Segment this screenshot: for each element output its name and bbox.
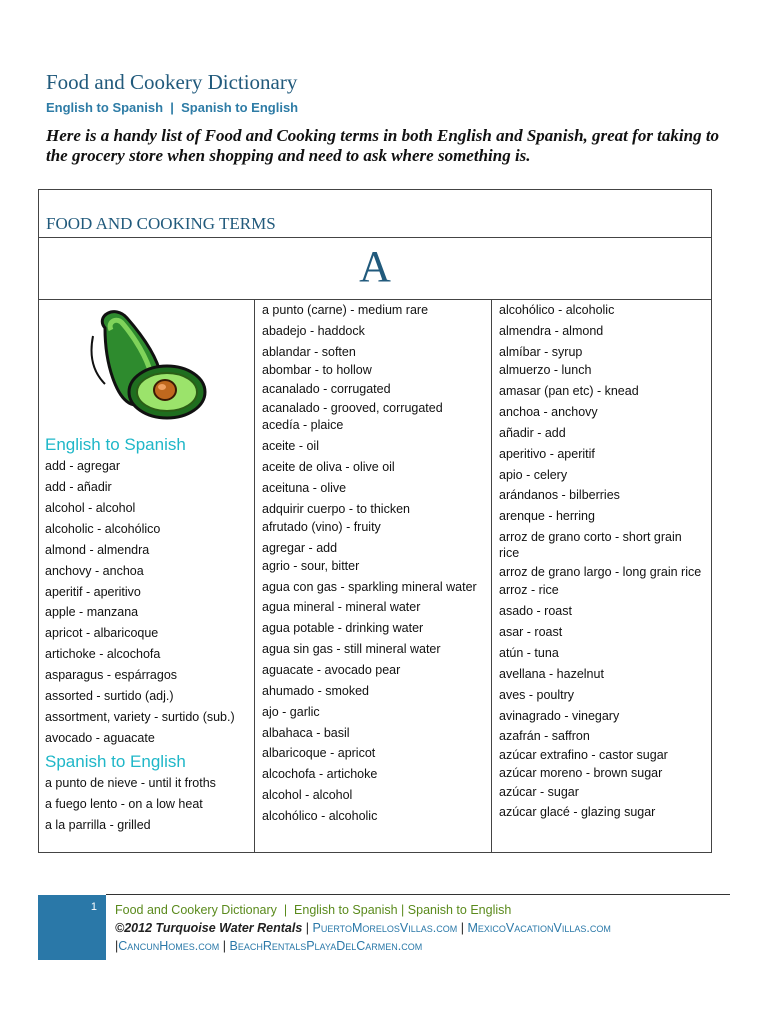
list-item: add - añadir: [45, 480, 112, 494]
link-beach-rentals-playa-del-carmen[interactable]: BeachRentalsPlayaDelCarmen.com: [229, 939, 423, 953]
list-item: artichoke - alcochofa: [45, 647, 161, 661]
list-item: agrio - sour, bitter: [262, 559, 360, 573]
list-item: add - agregar: [45, 459, 121, 473]
list-item: ajo - garlic: [262, 705, 320, 719]
list-item: aguacate - avocado pear: [262, 663, 401, 677]
list-item: asar - roast: [499, 625, 563, 639]
list-item: avinagrado - vinegary: [499, 709, 620, 723]
section-header: [39, 190, 711, 238]
letter-row: [39, 238, 711, 300]
intro-text: Here is a handy list of Food and Cooking terms in both English and Spanish, great for taking to the grocery store when shopping and need to ask where something is.: [46, 126, 720, 165]
footer-separator: |: [276, 903, 295, 917]
list-item: aperitivo - aperitif: [499, 447, 595, 461]
list-item: alcohólico - alcoholic: [499, 303, 615, 317]
list-item: avocado - aguacate: [45, 731, 155, 745]
list-item: agua mineral - mineral water: [262, 600, 421, 614]
list-item: aperitif - aperitivo: [45, 585, 141, 599]
list-item: avellana - hazelnut: [499, 667, 604, 681]
link-english-to-spanish[interactable]: English to Spanish: [46, 100, 164, 115]
list-item: aceite de oliva - olive oil: [262, 460, 395, 474]
list-item: ablandar - soften: [262, 345, 356, 359]
list-item: agua potable - drinking water: [262, 621, 424, 635]
list-item: acanalado - grooved, corrugated: [262, 401, 443, 415]
list-item: azúcar moreno - brown sugar: [499, 766, 663, 780]
list-item: almuerzo - lunch: [499, 363, 592, 377]
avocado-image: [87, 306, 207, 424]
section-title: FOOD AND COOKING TERMS: [46, 214, 276, 233]
column-spanish-a-2: [492, 300, 711, 852]
list-item: azúcar - sugar: [499, 785, 579, 799]
list-item: azafrán - saffron: [499, 729, 590, 743]
list-item: anchovy - anchoa: [45, 564, 144, 578]
list-item: arroz - rice: [499, 583, 559, 597]
list-item: almond - almendra: [45, 543, 150, 557]
list-item: aves - poultry: [499, 688, 575, 702]
subtitle-separator: |: [163, 100, 182, 115]
list-item: arroz de grano corto - short grain rice: [499, 530, 682, 560]
page-number: 1: [90, 901, 97, 913]
link-mexico-vacation-villas[interactable]: MexicoVacationVillas.com: [467, 921, 611, 935]
list-item: anchoa - anchovy: [499, 405, 598, 419]
section-letter: A: [359, 242, 391, 291]
link-cancun-homes[interactable]: CancunHomes.com: [118, 939, 220, 953]
list-item: arenque - herring: [499, 509, 595, 523]
list-item: asparagus - espárragos: [45, 668, 178, 682]
footer-sites-line: [115, 939, 422, 953]
list-item: alcohol - alcohol: [262, 788, 353, 802]
footer-link-spanish-to-english[interactable]: Spanish to English: [407, 903, 512, 917]
list-item: agregar - add: [262, 541, 338, 555]
list-item: ahumado - smoked: [262, 684, 370, 698]
list-item: azúcar glacé - glazing sugar: [499, 805, 656, 819]
footer-separator: |: [302, 921, 313, 935]
copyright: ©2012 Turquoise Water Rentals: [115, 921, 303, 935]
footer-link-english-to-spanish[interactable]: English to Spanish: [294, 903, 398, 917]
footer-separator: |: [457, 921, 468, 935]
link-puerto-morelos-villas[interactable]: PuertoMorelosVillas.com: [312, 921, 458, 935]
list-item: abombar - to hollow: [262, 363, 372, 377]
list-item: abadejo - haddock: [262, 324, 365, 338]
column-english-spanish: [39, 300, 255, 852]
list-item: agua con gas - sparkling mineral water: [262, 580, 477, 594]
list-item: acanalado - corrugated: [262, 382, 391, 396]
list-item: atún - tuna: [499, 646, 559, 660]
list-item: añadir - add: [499, 426, 566, 440]
list-item: azúcar extrafino - castor sugar: [499, 748, 668, 762]
footer-title: Food and Cookery Dictionary: [115, 903, 277, 917]
list-item: amasar (pan etc) - knead: [499, 384, 639, 398]
list-item: a punto (carne) - medium rare: [262, 303, 429, 317]
subtitle: [46, 100, 298, 115]
list-item: alcohol - alcohol: [45, 501, 136, 515]
column-spanish-a-1: [255, 300, 492, 852]
list-item: almendra - almond: [499, 324, 604, 338]
page-number-box: [38, 895, 106, 960]
list-item: a la parrilla - grilled: [45, 818, 151, 832]
terms-table: [38, 189, 712, 853]
doc-title: Food and Cookery Dictionary: [46, 70, 298, 94]
list-item: acedía - plaice: [262, 418, 344, 432]
list-item: a fuego lento - on a low heat: [45, 797, 203, 811]
footer-copyright-line: [115, 921, 611, 935]
list-item: arándanos - bilberries: [499, 488, 620, 502]
list-item: apricot - albaricoque: [45, 626, 159, 640]
list-item: albahaca - basil: [262, 726, 350, 740]
list-item: alcochofa - artichoke: [262, 767, 378, 781]
list-item: asado - roast: [499, 604, 572, 618]
heading-spanish-to-english: Spanish to English: [45, 752, 186, 771]
list-item: aceite - oil: [262, 439, 319, 453]
list-item: assortment, variety - surtido (sub.): [45, 710, 235, 724]
list-item: adquirir cuerpo - to thicken: [262, 502, 410, 516]
footer-separator: |: [115, 939, 119, 953]
list-item: alcoholic - alcohólico: [45, 522, 161, 536]
footer-separator: |: [219, 939, 230, 953]
list-item: a punto de nieve - until it froths: [45, 776, 216, 790]
list-item: albaricoque - apricot: [262, 746, 376, 760]
list-item: apple - manzana: [45, 605, 139, 619]
list-item: aceituna - olive: [262, 481, 347, 495]
footer-rule: [106, 894, 730, 895]
list-item: assorted - surtido (adj.): [45, 689, 174, 703]
list-item: almíbar - syrup: [499, 345, 583, 359]
list-item: alcohólico - alcoholic: [262, 809, 378, 823]
list-item: agua sin gas - still mineral water: [262, 642, 441, 656]
list-item: afrutado (vino) - fruity: [262, 520, 381, 534]
footer-title-line: [115, 903, 511, 917]
link-spanish-to-english[interactable]: Spanish to English: [181, 100, 299, 115]
list-item: arroz de grano largo - long grain rice: [499, 565, 702, 579]
footer-separator: |: [397, 903, 408, 917]
heading-english-to-spanish: English to Spanish: [45, 435, 186, 454]
list-item: apio - celery: [499, 468, 568, 482]
